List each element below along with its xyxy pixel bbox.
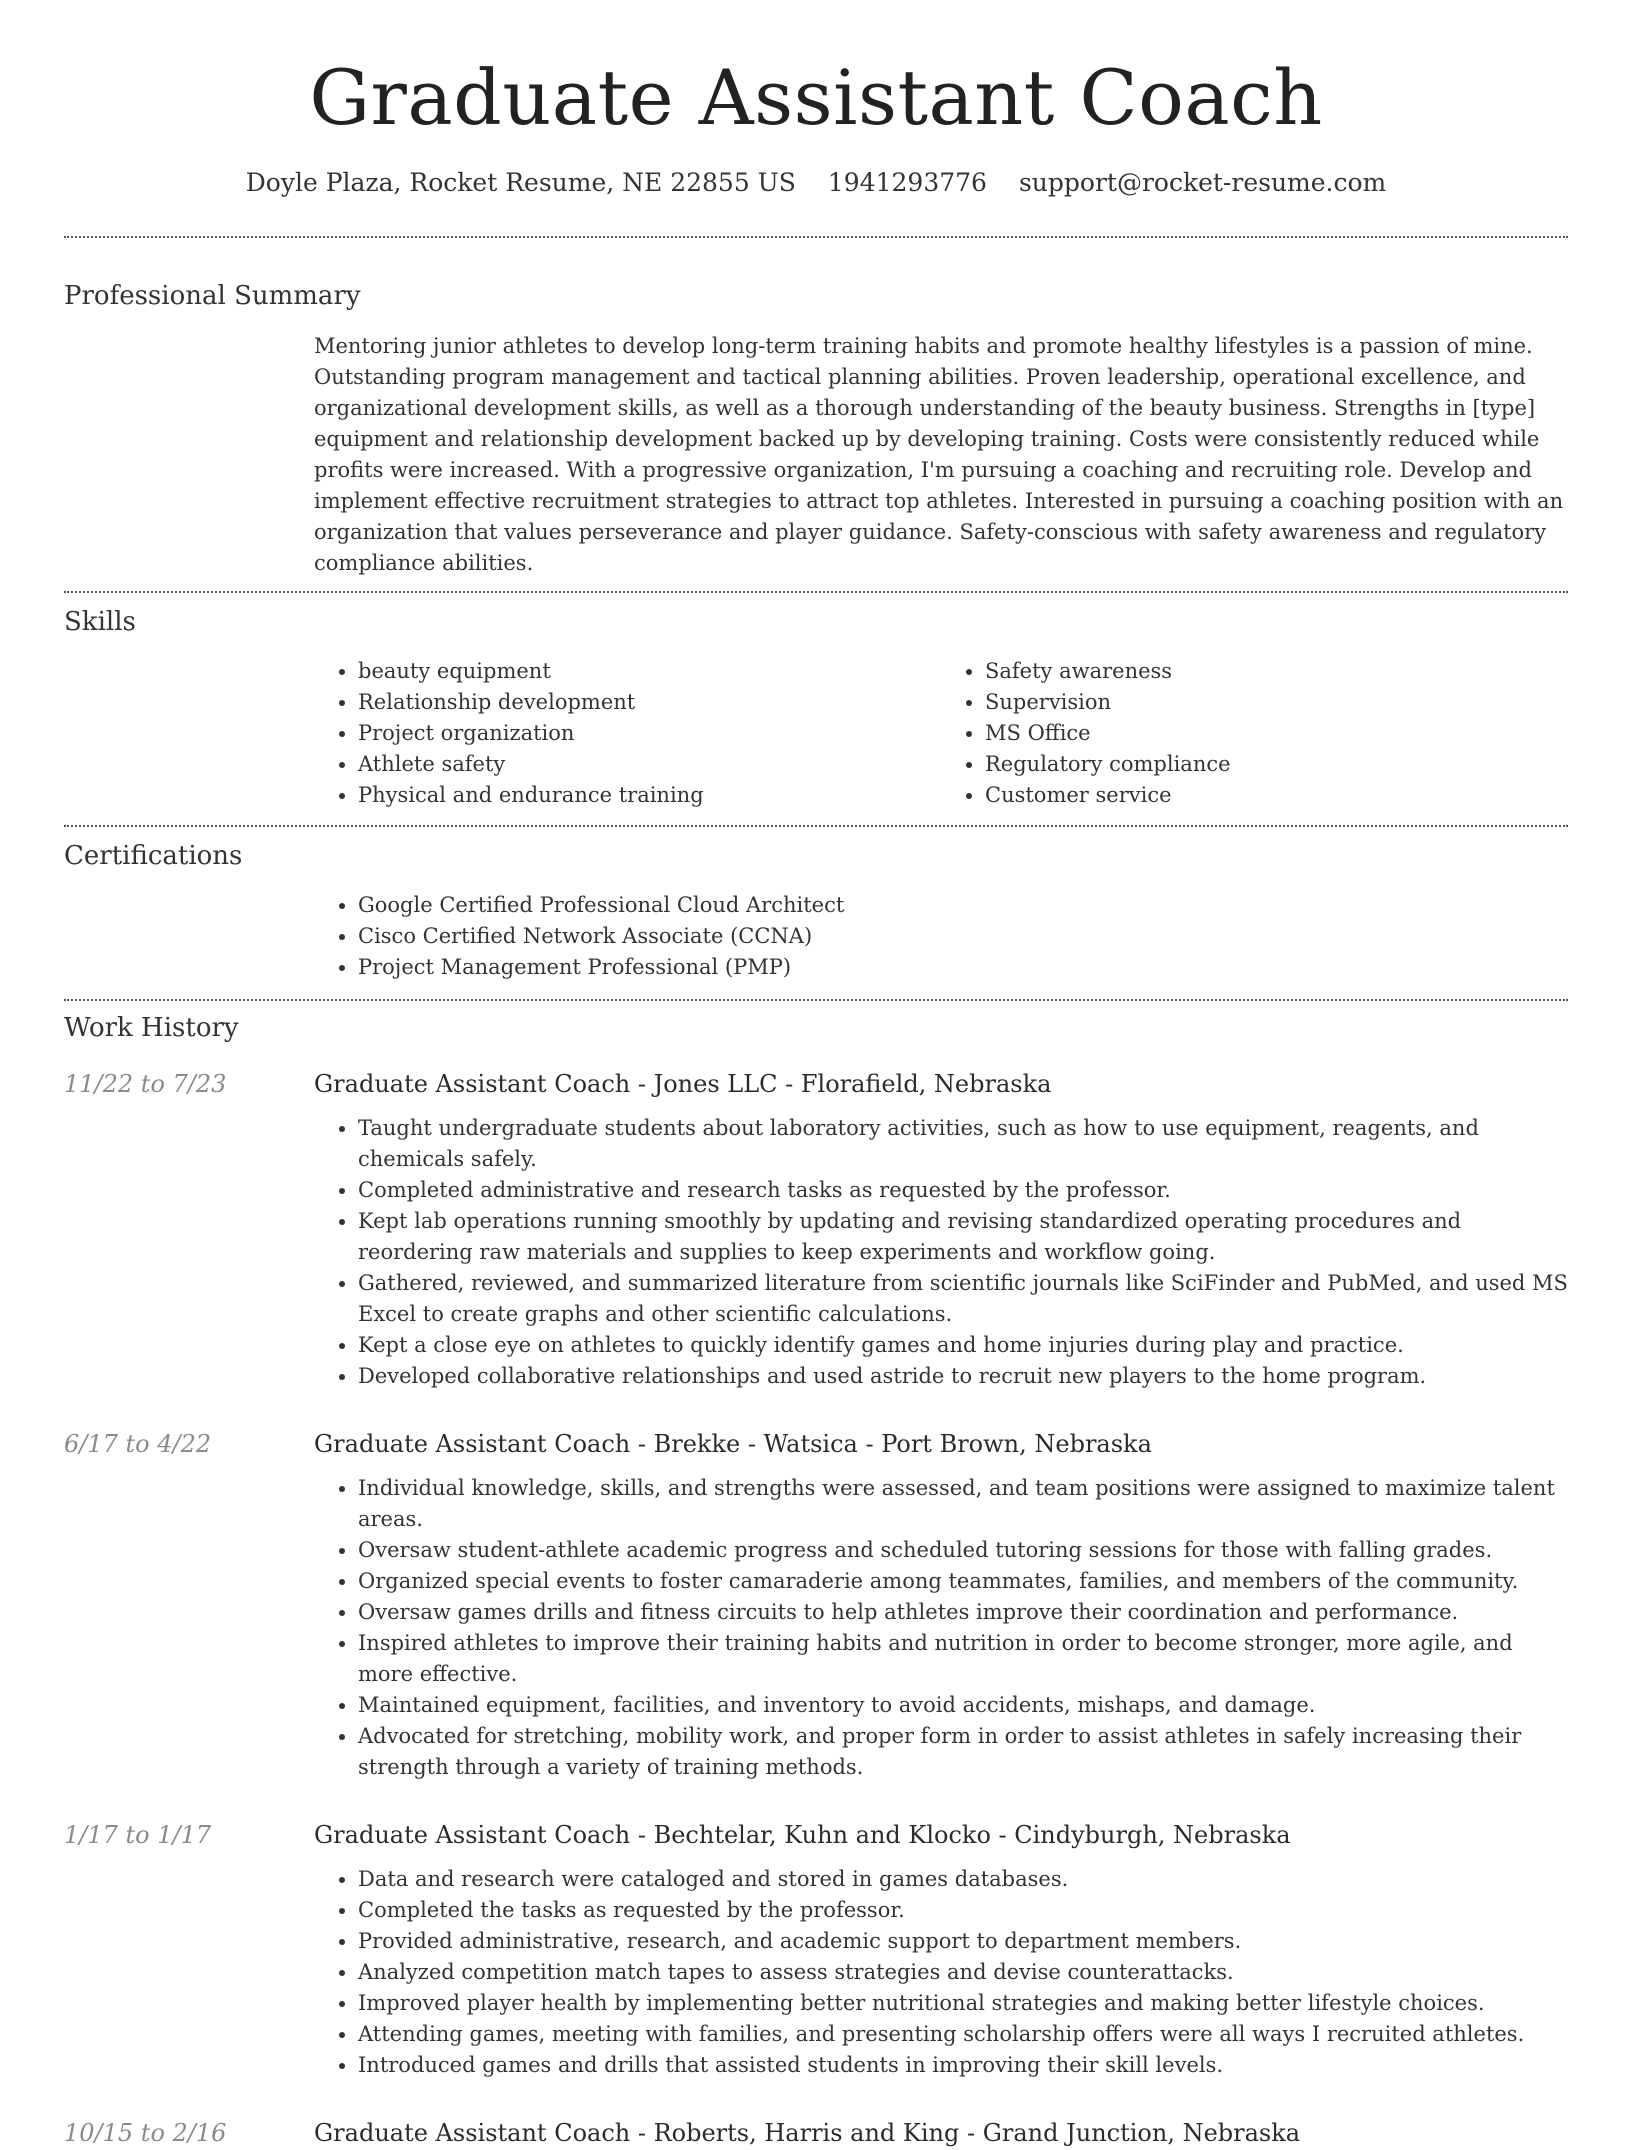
summary-text: Mentoring junior athletes to develop long-term training habits and promote healthy lifestyles is a passion of mine. Outstanding program management and tactical planning abilities. Proven leadership, operational excellence, and organizational development skills, as well as a thorough understanding of the beauty business. Strengths in [type] equipment and relationship development backed up by developing training. Costs were consistently reduced while profits were increased. With a progressive organization, I'm pursuing a coaching and recruiting role. Develop and implement effective recruitment strategies to attract top athletes. Interested in pursuing a coaching position with an organization that values perseverance and player guidance. Safety-conscious with safety awareness and regulatory compliance abilities. bbox=[314, 334, 1564, 575]
skill-item: • MS Office bbox=[985, 718, 1568, 749]
skills-column-left bbox=[314, 656, 941, 811]
job-bullet: • Gathered, reviewed, and summarized literature from scientific journals like SciFinder and PubMed, and used MS Excel to create graphs and other scientific calculations. bbox=[358, 1268, 1568, 1330]
job-bullet: • Kept a close eye on athletes to quickly identify games and home injuries during play and practice. bbox=[358, 1330, 1568, 1361]
skill-item: • Relationship development bbox=[358, 687, 941, 718]
job-bullet: • Oversaw games drills and fitness circuits to help athletes improve their coordination and performance. bbox=[358, 1597, 1568, 1628]
job-dates: 11/22 to 7/23 bbox=[64, 1070, 227, 1098]
certification-item: • Google Certified Professional Cloud Architect bbox=[358, 890, 1568, 921]
certification-item: • Cisco Certified Network Associate (CCNA) bbox=[358, 921, 1568, 952]
resume-page bbox=[64, 0, 1568, 2150]
summary-heading: Professional Summary bbox=[64, 281, 361, 311]
job-bullet: • Kept lab operations running smoothly by updating and revising standardized operating procedures and reordering raw materials and supplies to keep experiments and workflow going. bbox=[358, 1206, 1568, 1268]
skill-item: • beauty equipment bbox=[358, 656, 941, 687]
job-bullet: • Analyzed competition match tapes to assess strategies and devise counterattacks. bbox=[358, 1957, 1568, 1988]
skill-item: • Safety awareness bbox=[985, 656, 1568, 687]
job-bullets bbox=[314, 1113, 1568, 1392]
job-bullets bbox=[314, 1473, 1568, 1783]
skill-item: • Athlete safety bbox=[358, 749, 941, 780]
skill-item: • Customer service bbox=[985, 780, 1568, 811]
skills-list bbox=[314, 656, 1568, 811]
job-bullet: • Advocated for stretching, mobility work, and proper form in order to assist athletes in safely increasing their strength through a variety of training methods. bbox=[358, 1721, 1568, 1783]
contact-email: support@rocket-resume.com bbox=[1018, 168, 1387, 197]
job-bullet: • Completed administrative and research tasks as requested by the professor. bbox=[358, 1175, 1568, 1206]
job-title: Graduate Assistant Coach - Brekke - Watsica - Port Brown, Nebraska bbox=[314, 1430, 1152, 1458]
certifications-list bbox=[314, 890, 1568, 983]
candidate-name: Graduate Assistant Coach bbox=[309, 53, 1323, 142]
work-history-heading: Work History bbox=[64, 1013, 239, 1043]
job-bullet: • Taught undergraduate students about laboratory activities, such as how to use equipment, reagents, and chemicals safely. bbox=[358, 1113, 1568, 1175]
section-divider bbox=[64, 825, 1568, 827]
section-divider bbox=[64, 591, 1568, 593]
job-bullet: • Maintained equipment, facilities, and inventory to avoid accidents, mishaps, and damage. bbox=[358, 1690, 1568, 1721]
job-dates: 6/17 to 4/22 bbox=[64, 1430, 212, 1458]
skill-item: • Regulatory compliance bbox=[985, 749, 1568, 780]
section-divider bbox=[64, 236, 1568, 238]
job-entry bbox=[64, 2116, 1568, 2150]
skills-column-right bbox=[941, 656, 1568, 811]
job-entry bbox=[64, 1067, 1568, 1392]
skill-item: • Physical and endurance training bbox=[358, 780, 941, 811]
job-bullet: • Completed the tasks as requested by the professor. bbox=[358, 1895, 1568, 1926]
job-entry bbox=[64, 1427, 1568, 1783]
contact-info bbox=[64, 166, 1568, 200]
job-bullet: • Provided administrative, research, and academic support to department members. bbox=[358, 1926, 1568, 1957]
job-bullet: • Oversaw student-athlete academic progress and scheduled tutoring sessions for those with falling grades. bbox=[358, 1535, 1568, 1566]
job-bullet: • Improved player health by implementing better nutritional strategies and making better lifestyle choices. bbox=[358, 1988, 1568, 2019]
job-bullets bbox=[314, 1864, 1568, 2081]
job-title: Graduate Assistant Coach - Roberts, Harris and King - Grand Junction, Nebraska bbox=[314, 2119, 1301, 2147]
certifications-heading: Certifications bbox=[64, 841, 243, 871]
job-dates: 10/15 to 2/16 bbox=[64, 2119, 227, 2147]
job-bullet: • Data and research were cataloged and stored in games databases. bbox=[358, 1864, 1568, 1895]
contact-address: Doyle Plaza, Rocket Resume, NE 22855 US bbox=[245, 168, 796, 197]
job-bullet: • Inspired athletes to improve their training habits and nutrition in order to become stronger, more agile, and more effective. bbox=[358, 1628, 1568, 1690]
job-title: Graduate Assistant Coach - Bechtelar, Kuhn and Klocko - Cindyburgh, Nebraska bbox=[314, 1821, 1291, 1849]
skill-item: • Supervision bbox=[985, 687, 1568, 718]
skills-heading: Skills bbox=[64, 607, 136, 637]
section-divider bbox=[64, 999, 1568, 1001]
job-title: Graduate Assistant Coach - Jones LLC - Florafield, Nebraska bbox=[314, 1070, 1052, 1098]
job-entry bbox=[64, 1818, 1568, 2081]
job-bullet: • Organized special events to foster camaraderie among teammates, families, and members of the community. bbox=[358, 1566, 1568, 1597]
work-history-list bbox=[64, 1067, 1568, 2150]
job-bullet: • Individual knowledge, skills, and strengths were assessed, and team positions were assigned to maximize talent areas. bbox=[358, 1473, 1568, 1535]
job-bullet: • Introduced games and drills that assisted students in improving their skill levels. bbox=[358, 2050, 1568, 2081]
job-dates: 1/17 to 1/17 bbox=[64, 1821, 212, 1849]
skill-item: • Project organization bbox=[358, 718, 941, 749]
job-bullet: • Developed collaborative relationships and used astride to recruit new players to the home program. bbox=[358, 1361, 1568, 1392]
job-bullet: • Attending games, meeting with families, and presenting scholarship offers were all ways I recruited athletes. bbox=[358, 2019, 1568, 2050]
certification-item: • Project Management Professional (PMP) bbox=[358, 952, 1568, 983]
contact-phone: 1941293776 bbox=[827, 168, 987, 197]
